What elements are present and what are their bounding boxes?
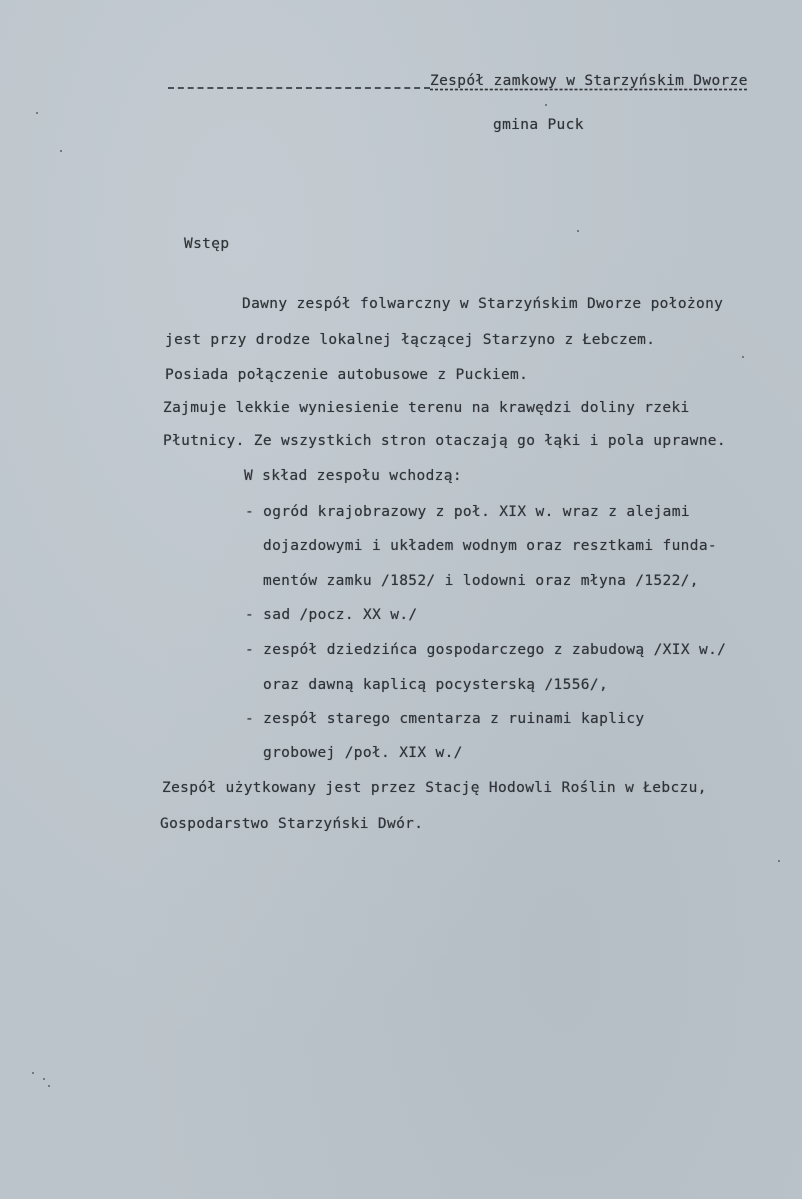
paper-speck <box>43 1078 45 1080</box>
list-intro: W skład zespołu wchodzą: <box>244 468 462 484</box>
header-dashed-rule <box>168 87 430 89</box>
list-item: - zespół starego cmentarza z ruinami kaplicy <box>245 711 645 727</box>
list-item: - ogród krajobrazowy z poł. XIX w. wraz z alejami <box>245 504 690 520</box>
paper-speck <box>48 1085 50 1087</box>
list-item: - zespół dziedzińca gospodarczego z zabudową /XIX w./ <box>245 642 727 658</box>
closing-line: Zespół użytkowany jest przez Stację Hodowli Roślin w Łebczu, <box>162 780 707 796</box>
paragraph-line: Posiada połączenie autobusowe z Puckiem. <box>165 367 529 383</box>
section-heading: Wstęp <box>184 236 230 252</box>
paper-speck <box>32 1072 34 1074</box>
paragraph-line: jest przy drodze lokalnej łączącej Starzyno z Łebczem. <box>165 332 656 348</box>
paragraph-line: Zajmuje lekkie wyniesienie terenu na krawędzi doliny rzeki <box>163 400 690 416</box>
closing-line: Gospodarstwo Starzyński Dwór. <box>160 816 424 832</box>
paper-speck <box>742 356 744 358</box>
paper-speck <box>545 104 547 106</box>
document-title: Zespół zamkowy w Starzyńskim Dworze <box>430 73 748 89</box>
list-item-continuation: mentów zamku /1852/ i lodowni oraz młyna /1522/, <box>263 573 699 589</box>
paper-speck <box>36 112 38 114</box>
list-item: - sad /pocz. XX w./ <box>245 607 418 623</box>
paper-speck <box>60 150 62 152</box>
list-item-continuation: grobowej /poł. XIX w./ <box>263 745 463 761</box>
paper-speck <box>577 230 579 232</box>
paper-speck <box>778 860 780 862</box>
list-item-continuation: oraz dawną kaplicą pocysterską /1556/, <box>263 677 609 693</box>
paragraph-line: Płutnicy. Ze wszystkich stron otaczają go łąki i pola uprawne. <box>163 433 726 449</box>
paragraph-line: Dawny zespół folwarczny w Starzyńskim Dworze położony <box>242 296 724 312</box>
list-item-continuation: dojazdowymi i układem wodnym oraz resztkami funda- <box>263 538 717 554</box>
document-subtitle: gmina Puck <box>493 117 584 133</box>
